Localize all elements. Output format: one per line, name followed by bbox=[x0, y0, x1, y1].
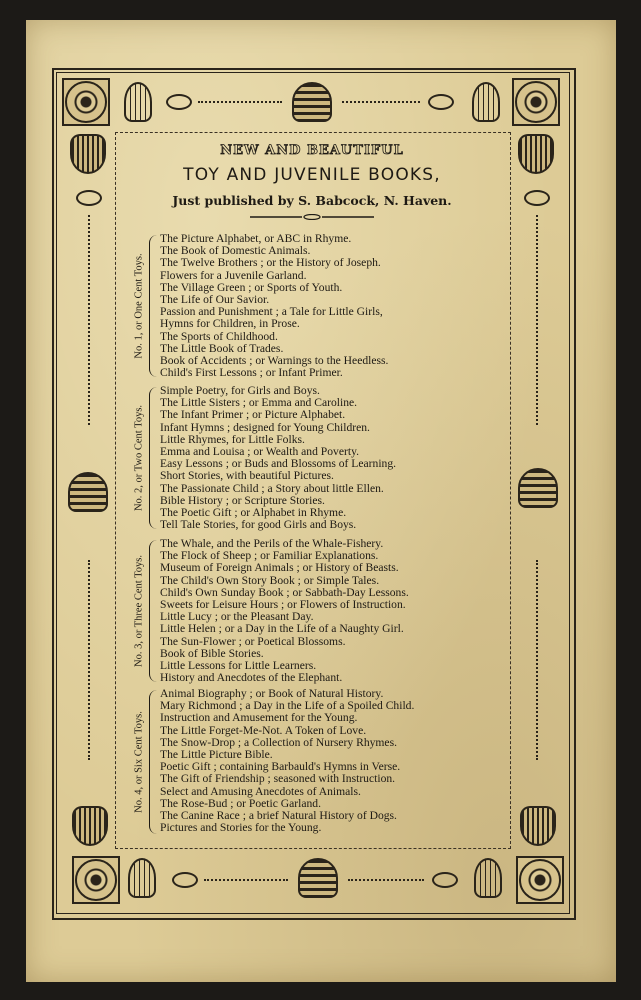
list-item: Passion and Punishment ; a Tale for Little Girls, bbox=[160, 305, 383, 319]
beehive-ornament-icon bbox=[298, 858, 338, 898]
list-item: Infant Hymns ; designed for Young Children. bbox=[160, 420, 370, 434]
urn-ornament-icon bbox=[70, 134, 106, 174]
book-list bbox=[160, 688, 414, 834]
publisher-line: Just published by S. Babcock, N. Haven. bbox=[172, 193, 452, 208]
list-item: Little Lessons for Little Learners. bbox=[160, 659, 317, 673]
list-item: Little Lucy ; or the Pleasant Day. bbox=[160, 610, 314, 624]
ornament-rule bbox=[536, 560, 538, 760]
lyre-ornament-icon bbox=[124, 82, 152, 122]
list-item: The Canine Race ; a brief Natural History of Dogs. bbox=[160, 809, 397, 823]
lyre-ornament-icon bbox=[128, 858, 156, 898]
list-item: Tell Tale Stories, for good Girls and Boys. bbox=[160, 518, 357, 532]
brace bbox=[149, 690, 158, 834]
rosette-ornament-icon bbox=[512, 78, 560, 126]
beehive-ornament-icon bbox=[518, 468, 558, 508]
list-item: The Little Picture Bible. bbox=[160, 748, 273, 762]
rosette-ornament-icon bbox=[62, 78, 110, 126]
scroll-ornament-icon bbox=[166, 94, 192, 110]
list-item: The Passionate Child ; a Story about little Ellen. bbox=[160, 481, 384, 495]
ornament-rule bbox=[204, 879, 288, 881]
list-item: Museum of Foreign Animals ; or History of Beasts. bbox=[160, 561, 399, 575]
scroll-ornament-icon bbox=[524, 190, 550, 206]
ornament-rule bbox=[198, 101, 282, 103]
list-item: History and Anecdotes of the Elephant. bbox=[160, 671, 343, 685]
lyre-ornament-icon bbox=[474, 858, 502, 898]
rosette-ornament-icon bbox=[516, 856, 564, 904]
urn-ornament-icon bbox=[518, 134, 554, 174]
brace bbox=[149, 387, 158, 529]
list-item: Book of Accidents ; or Warnings to the Heedless. bbox=[160, 354, 389, 368]
header-subtitle: NEW AND BEAUTIFUL bbox=[220, 143, 404, 158]
group-label: No. 4, or Six Cent Toys. bbox=[133, 711, 145, 813]
group-label: No. 2, or Two Cent Toys. bbox=[133, 404, 145, 512]
list-item: Bible History ; or Scripture Stories. bbox=[160, 493, 325, 507]
book-list bbox=[160, 538, 409, 684]
brace bbox=[149, 235, 158, 377]
list-item: Book of Bible Stories. bbox=[160, 646, 264, 660]
group-label: No. 1, or One Cent Toys. bbox=[133, 253, 145, 359]
list-item: The Rose-Bud ; or Poetic Garland. bbox=[160, 796, 321, 810]
list-item: The Life of Our Savior. bbox=[160, 293, 270, 307]
list-item: Mary Richmond ; a Day in the Life of a Spoiled Child. bbox=[160, 699, 415, 713]
list-item: Animal Biography ; or Book of Natural History. bbox=[160, 687, 384, 700]
scroll-ornament-icon bbox=[432, 872, 458, 888]
ornament-rule bbox=[348, 879, 424, 881]
list-item: Child's Own Sunday Book ; or Sabbath-Day Lessons. bbox=[160, 585, 409, 599]
rosette-ornament-icon bbox=[72, 856, 120, 904]
list-item: The Flock of Sheep ; or Familiar Explanations. bbox=[160, 549, 379, 563]
scroll-ornament-icon bbox=[76, 190, 102, 206]
list-item: Poetic Gift ; containing Barbauld's Hymns in Verse. bbox=[160, 760, 401, 774]
list-item: The Book of Domestic Animals. bbox=[160, 244, 311, 258]
list-item: Child's First Lessons ; or Infant Primer. bbox=[160, 366, 343, 380]
book-list bbox=[160, 385, 396, 531]
urn-ornament-icon bbox=[520, 806, 556, 846]
page-title: TOY AND JUVENILE BOOKS, bbox=[183, 165, 441, 185]
ornament-rule bbox=[88, 560, 90, 760]
list-item: Little Helen ; or a Day in the Life of a Naughty Girl. bbox=[160, 622, 404, 636]
list-item: The Whale, and the Perils of the Whale-Fishery. bbox=[160, 537, 384, 550]
list-item: Simple Poetry, for Girls and Boys. bbox=[160, 384, 320, 397]
list-item: Little Rhymes, for Little Folks. bbox=[160, 432, 305, 446]
ornament-rule bbox=[536, 215, 538, 425]
list-item: The Little Book of Trades. bbox=[160, 341, 284, 355]
list-item: The Gift of Friendship ; seasoned with Instruction. bbox=[160, 772, 396, 786]
urn-ornament-icon bbox=[72, 806, 108, 846]
list-item: Sweets for Leisure Hours ; or Flowers of Instruction. bbox=[160, 598, 406, 612]
scroll-ornament-icon bbox=[172, 872, 198, 888]
beehive-ornament-icon bbox=[292, 82, 332, 122]
list-item: The Infant Primer ; or Picture Alphabet. bbox=[160, 408, 346, 422]
brace bbox=[149, 540, 158, 682]
list-item: Pictures and Stories for the Young. bbox=[160, 821, 322, 835]
list-item: The Little Forget-Me-Not. A Token of Love. bbox=[160, 723, 367, 737]
list-item: Short Stories, with beautiful Pictures. bbox=[160, 469, 334, 483]
list-item: Flowers for a Juvenile Garland. bbox=[160, 268, 307, 282]
list-item: The Sun-Flower ; or Poetical Blossoms. bbox=[160, 634, 346, 648]
list-item: The Sports of Childhood. bbox=[160, 329, 278, 343]
list-item: The Twelve Brothers ; or the History of Joseph. bbox=[160, 256, 381, 270]
list-item: Hymns for Children, in Prose. bbox=[160, 317, 300, 331]
book-list bbox=[160, 233, 388, 379]
list-item: The Poetic Gift ; or Alphabet in Rhyme. bbox=[160, 506, 347, 520]
list-item: The Child's Own Story Book ; or Simple Tales. bbox=[160, 573, 380, 587]
list-item: The Picture Alphabet, or ABC in Rhyme. bbox=[160, 232, 352, 245]
scroll-ornament-icon bbox=[428, 94, 454, 110]
list-item: The Village Green ; or Sports of Youth. bbox=[160, 280, 343, 294]
ornament-rule bbox=[342, 101, 420, 103]
group-label: No. 3, or Three Cent Toys. bbox=[133, 554, 145, 668]
list-item: Emma and Louisa ; or Wealth and Poverty. bbox=[160, 445, 360, 459]
ornament-rule bbox=[88, 215, 90, 425]
list-item: The Snow-Drop ; a Collection of Nursery Rhymes. bbox=[160, 735, 397, 749]
lyre-ornament-icon bbox=[472, 82, 500, 122]
list-item: The Little Sisters ; or Emma and Caroline. bbox=[160, 396, 358, 410]
list-item: Easy Lessons ; or Buds and Blossoms of Learning. bbox=[160, 457, 397, 471]
list-item: Select and Amusing Anecdotes of Animals. bbox=[160, 784, 361, 798]
title-divider bbox=[250, 214, 374, 220]
list-item: Instruction and Amusement for the Young. bbox=[160, 711, 358, 725]
beehive-ornament-icon bbox=[68, 472, 108, 512]
